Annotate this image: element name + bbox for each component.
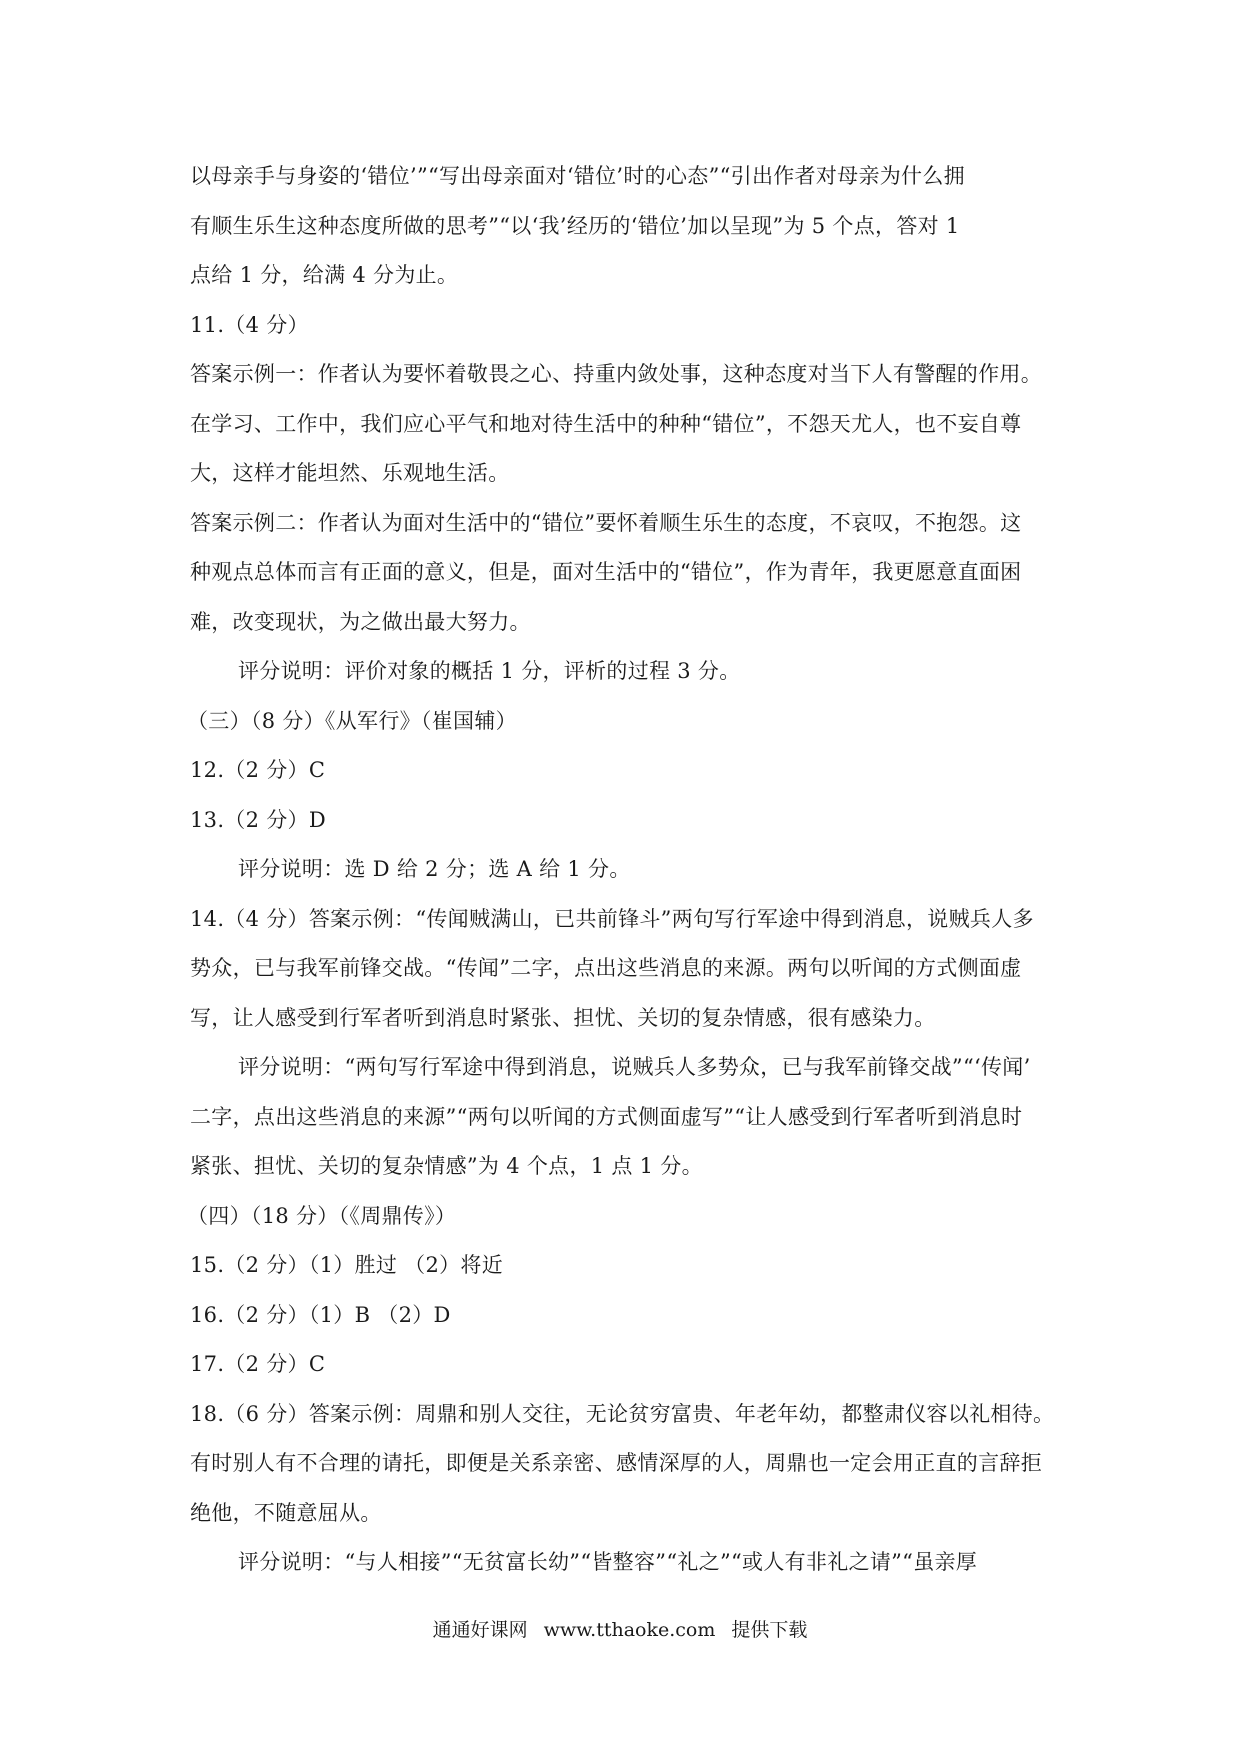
scoring-note: 评分说明：“两句写行军途中得到消息，说贼兵人多势众，已与我军前锋交战”“‘传闻’: [238, 1055, 1031, 1079]
text-line: 二字，点出这些消息的来源”“两句以听闻的方式侧面虚写”“让人感受到行军者听到消息时: [190, 1104, 1023, 1129]
scoring-note: 评分说明：评价对象的概括 1 分，评析的过程 3 分。: [238, 659, 741, 683]
question-16-answer: 16.（2 分）（1）B （2）D: [190, 1302, 451, 1327]
text-line: 种观点总体而言有正面的意义，但是，面对生活中的“错位”，作为青年，我更愿意直面困: [190, 560, 1022, 584]
section-heading: （三）（8 分）《从军行》（崔国辅）: [187, 708, 517, 733]
question-17-answer: 17.（2 分）C: [190, 1352, 326, 1376]
text-line: 18.（6 分）答案示例：周鼎和别人交往，无论贫穷富贵、年老年幼，都整肃仪容以礼相待。: [190, 1401, 1055, 1426]
text-line: 在学习、工作中，我们应心平气和地对待生活中的种种“错位”，不怨天尤人，也不妄自尊: [190, 411, 1022, 436]
text-line: 有顺生乐生这种态度所做的思考”“以‘我’经历的‘错位’加以呈现”为 5 个点，答对 1: [190, 213, 960, 238]
scoring-note: 评分说明：“与人相接”“无贫富长幼”“皆整容”“礼之”“或人有非礼之请”“虽亲厚: [238, 1550, 978, 1574]
text-line: 绝他，不随意屈从。: [190, 1500, 382, 1525]
footer-site-name: 通通好课网: [432, 1619, 528, 1641]
text-line: 答案示例二：作者认为面对生活中的“错位”要怀着顺生乐生的态度，不哀叹，不抱怨。这: [190, 510, 1022, 535]
text-line: 14.（4 分）答案示例：“传闻贼满山，已共前锋斗”两句写行军途中得到消息，说贼兵人多: [190, 906, 1034, 931]
scoring-note: 评分说明：选 D 给 2 分；选 A 给 1 分。: [238, 857, 631, 881]
question-12-answer: 12.（2 分）C: [190, 758, 326, 782]
question-13-answer: 13.（2 分）D: [190, 807, 326, 832]
text-line: 紧张、担忧、关切的复杂情感”为 4 个点，1 点 1 分。: [190, 1154, 703, 1178]
text-line: 以母亲手与身姿的‘错位’”“写出母亲面对‘错位’时的心态”“引出作者对母亲为什么拥: [190, 164, 965, 188]
page-footer: [0, 1616, 1240, 1644]
text-line: 写，让人感受到行军者听到消息时紧张、担忧、关切的复杂情感，很有感染力。: [190, 1005, 936, 1030]
text-line: 势众，已与我军前锋交战。“传闻”二字，点出这些消息的来源。两句以听闻的方式侧面虚: [190, 956, 1022, 980]
text-line: 点给 1 分，给满 4 分为止。: [190, 263, 459, 287]
answer-key-body: [187, 152, 1070, 1588]
footer-note: 提供下载: [731, 1619, 808, 1641]
question-15-answer: 15.（2 分）（1）胜过 （2）将近: [190, 1253, 504, 1277]
text-line: 有时别人有不合理的请托，即便是关系亲密、感情深厚的人，周鼎也一定会用正直的言辞拒: [190, 1451, 1042, 1475]
section-heading: （四）（18 分）（《周鼎传》）: [187, 1203, 457, 1228]
footer-url[interactable]: www.tthaoke.com: [543, 1619, 716, 1641]
text-line: 大，这样才能坦然、乐观地生活。: [190, 461, 510, 485]
question-11-heading: 11.（4 分）: [190, 312, 309, 337]
text-line: 难，改变现状，为之做出最大努力。: [190, 609, 531, 634]
text-line: 答案示例一：作者认为要怀着敬畏之心、持重内敛处事，这种态度对当下人有警醒的作用。: [190, 362, 1042, 386]
